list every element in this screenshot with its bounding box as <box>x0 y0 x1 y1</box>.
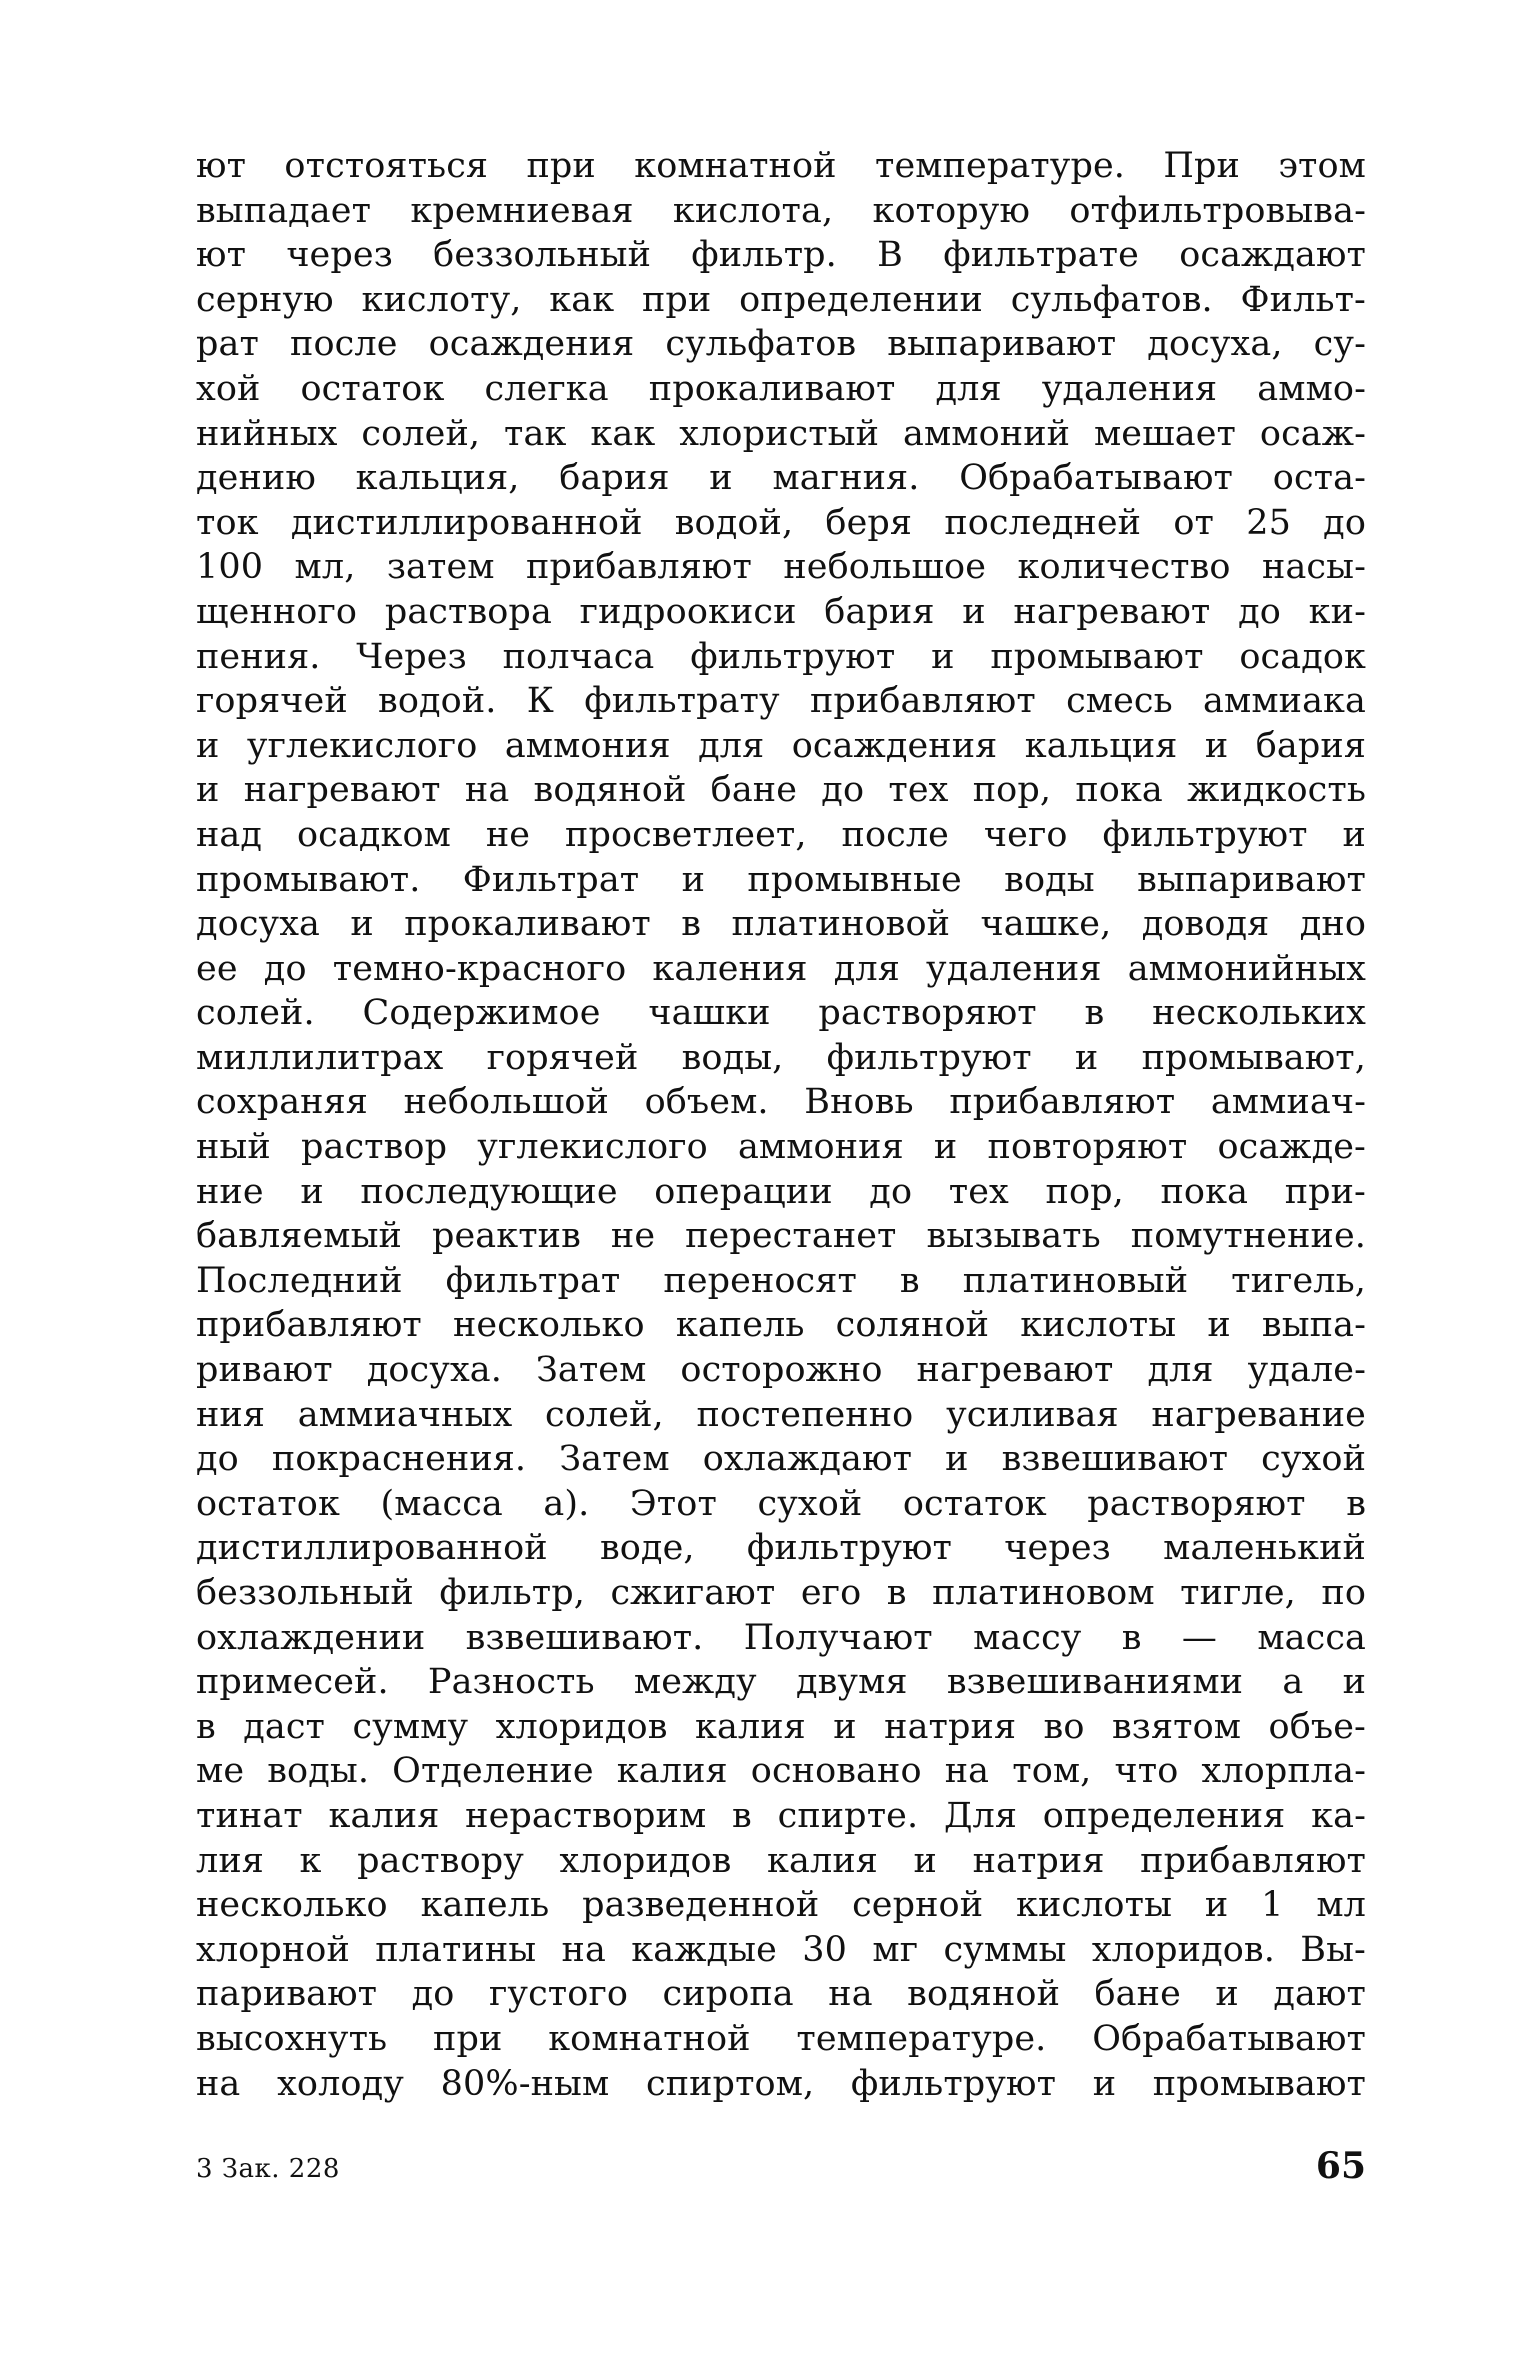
text-line: высохнуть при комнатной температуре. Обрабатывают <box>196 2018 1366 2059</box>
text-line: дистиллированной воде, фильтруют через маленький <box>196 1528 1366 1569</box>
text-line: беззольный фильтр, сжигают его в платиновом тигле, по <box>196 1573 1366 1613</box>
text-line: промывают. Фильтрат и промывные воды выпаривают <box>196 859 1366 900</box>
text-line: солей. Содержимое чашки растворяют в нескольких <box>196 993 1366 1034</box>
text-line: до покраснения. Затем охлаждают и взвешивают сухой <box>196 1439 1366 1480</box>
text-line: пения. Через полчаса фильтруют и промывают осадок <box>196 636 1366 677</box>
text-line: тинат калия нерастворим в спирте. Для определения ка- <box>196 1795 1366 1836</box>
text-line: ме воды. Отделение калия основано на том, что хлорпла- <box>196 1751 1366 1792</box>
text-line: сохраняя небольшой объем. Вновь прибавляют аммиач- <box>196 1082 1366 1123</box>
text-line: выпадает кремниевая кислота, которую отфильтровыва- <box>196 190 1366 231</box>
text-line: щенного раствора гидроокиси бария и нагревают до ки- <box>196 591 1366 632</box>
text-line: ние и последующие операции до тех пор, пока при- <box>196 1171 1366 1212</box>
text-line: досуха и прокаливают в платиновой чашке, доводя дно <box>196 904 1366 945</box>
text-line: остаток (масса а). Этот сухой остаток растворяют в <box>196 1483 1366 1524</box>
page-number: 65 <box>1315 2145 1366 2187</box>
text-line: и углекислого аммония для осаждения кальция и бария <box>196 725 1366 766</box>
text-line: ния аммиачных солей, постепенно усиливая нагревание <box>196 1394 1366 1435</box>
text-line: в даст сумму хлоридов калия и натрия во взятом объе- <box>196 1706 1366 1747</box>
text-line: ный раствор углекислого аммония и повторяют осажде- <box>196 1127 1366 1168</box>
text-line: бавляемый реактив не перестанет вызывать помутнение. <box>196 1216 1366 1257</box>
text-line: ее до темно-красного каления для удаления аммонийных <box>196 948 1366 989</box>
text-line: 100 мл, затем прибавляют небольшое количество насы- <box>196 547 1366 588</box>
text-line: ют через беззольный фильтр. В фильтрате осаждают <box>196 235 1366 276</box>
text-line: дению кальция, бария и магния. Обрабатывают оста- <box>196 458 1366 499</box>
text-line: ток дистиллированной водой, беря последней от 25 до <box>196 502 1366 543</box>
text-line: хлорной платины на каждые 30 мг суммы хлоридов. Вы- <box>196 1929 1366 1970</box>
text-line: на холоду 80%-ным спиртом, фильтруют и промывают <box>196 2063 1366 2104</box>
text-line: и нагревают на водяной бане до тех пор, пока жидкость <box>196 770 1366 811</box>
text-line: горячей водой. К фильтрату прибавляют смесь аммиака <box>196 681 1366 722</box>
text-line: серную кислоту, как при определении сульфатов. Фильт- <box>196 279 1366 320</box>
page-footer <box>196 2146 1366 2190</box>
text-line: паривают до густого сиропа на водяной бане и дают <box>196 1974 1366 2015</box>
text-line: Последний фильтрат переносят в платиновый тигель, <box>196 1260 1366 1301</box>
text-line: несколько капель разведенной серной кислоты и 1 мл <box>196 1885 1366 1926</box>
text-line: хой остаток слегка прокаливают для удаления аммо- <box>196 368 1366 409</box>
text-line: над осадком не просветлеет, после чего фильтруют и <box>196 814 1366 855</box>
body-text <box>196 144 1366 2106</box>
text-line: рат после осаждения сульфатов выпаривают досуха, су- <box>196 324 1366 365</box>
text-line: ривают досуха. Затем осторожно нагревают для удале- <box>196 1350 1366 1391</box>
text-line: примесей. Разность между двумя взвешиваниями а и <box>196 1662 1366 1703</box>
text-line: нийных солей, так как хлористый аммоний мешает осаж- <box>196 413 1366 454</box>
text-line: лия к раствору хлоридов калия и натрия прибавляют <box>196 1840 1366 1881</box>
text-line: охлаждении взвешивают. Получают массу в — масса <box>196 1617 1366 1658</box>
text-line: миллилитрах горячей воды, фильтруют и промывают, <box>196 1037 1366 1078</box>
printer-signature: 3 Зак. 228 <box>196 2154 340 2184</box>
text-line: прибавляют несколько капель соляной кислоты и выпа- <box>196 1305 1366 1346</box>
text-line: ют отстояться при комнатной температуре. При этом <box>196 146 1366 186</box>
